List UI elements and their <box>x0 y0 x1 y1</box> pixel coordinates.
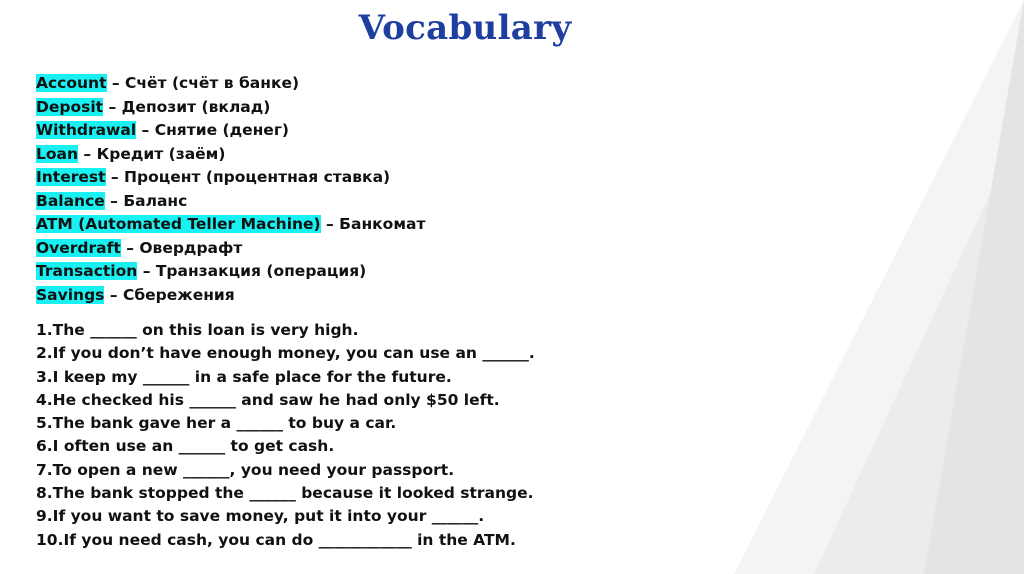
vocab-translation: – Транзакция (операция) <box>137 262 367 280</box>
vocab-term: ATM (Automated Teller Machine) <box>36 215 321 233</box>
exercise-item: 1.The ______ on this loan is very high. <box>36 321 359 339</box>
corner-decoration <box>694 0 1024 574</box>
vocab-term: Overdraft <box>36 238 121 257</box>
vocab-entry-interest <box>36 166 425 190</box>
vocab-entry-savings <box>36 284 425 308</box>
vocab-term: Interest <box>36 168 106 186</box>
vocab-translation: – Процент (процентная ставка) <box>105 168 391 186</box>
exercise-item: 3.I keep my ______ in a safe place for the future. <box>36 367 452 386</box>
vocab-translation: – Сбережения <box>104 285 235 304</box>
vocab-translation: – Банкомат <box>320 215 426 233</box>
vocab-translation: – Снятие (денег) <box>136 121 290 139</box>
exercise-list <box>36 319 535 552</box>
vocab-translation: – Депозит (вклад) <box>103 97 271 116</box>
exercise-item: 5.The bank gave her a ______ to buy a car. <box>36 414 397 433</box>
exercise-item: 4.He checked his ______ and saw he had only $50 left. <box>36 390 500 409</box>
vocab-entry-transaction <box>36 260 425 284</box>
vocab-term: Deposit <box>36 97 104 116</box>
vocab-term: Balance <box>36 191 105 210</box>
vocab-term: Loan <box>36 144 79 163</box>
vocab-term: Withdrawal <box>36 121 137 139</box>
vocab-translation: – Овердрафт <box>120 238 243 257</box>
vocab-term: Transaction <box>36 262 138 280</box>
vocab-translation: – Кредит (заём) <box>78 144 226 163</box>
vocab-entry-overdraft <box>36 237 425 261</box>
vocab-entry-account <box>36 72 425 96</box>
vocab-translation: – Счёт (счёт в банке) <box>106 74 300 92</box>
vocab-entry-deposit <box>36 96 425 120</box>
vocab-entry-loan <box>36 143 425 167</box>
vocab-term: Savings <box>36 285 105 304</box>
vocab-translation: – Баланс <box>104 191 188 210</box>
vocab-entry-balance <box>36 190 425 214</box>
vocab-entry-atm <box>36 213 425 237</box>
exercise-item: 10.If you need cash, you can do ____________ in the ATM. <box>36 530 516 549</box>
exercise-item: 6.I often use an ______ to get cash. <box>36 437 335 456</box>
exercise-item: 7.To open a new ______, you need your passport. <box>36 460 455 479</box>
vocabulary-list <box>36 72 425 307</box>
page-title: Vocabulary <box>358 8 572 48</box>
exercise-item: 2.If you don’t have enough money, you can use an ______. <box>36 344 535 363</box>
vocab-entry-withdrawal <box>36 119 425 143</box>
vocab-term: Account <box>36 74 107 92</box>
exercise-item: 9.If you want to save money, put it into your ______. <box>36 507 485 526</box>
exercise-item: 8.The bank stopped the ______ because it looked strange. <box>36 484 534 503</box>
